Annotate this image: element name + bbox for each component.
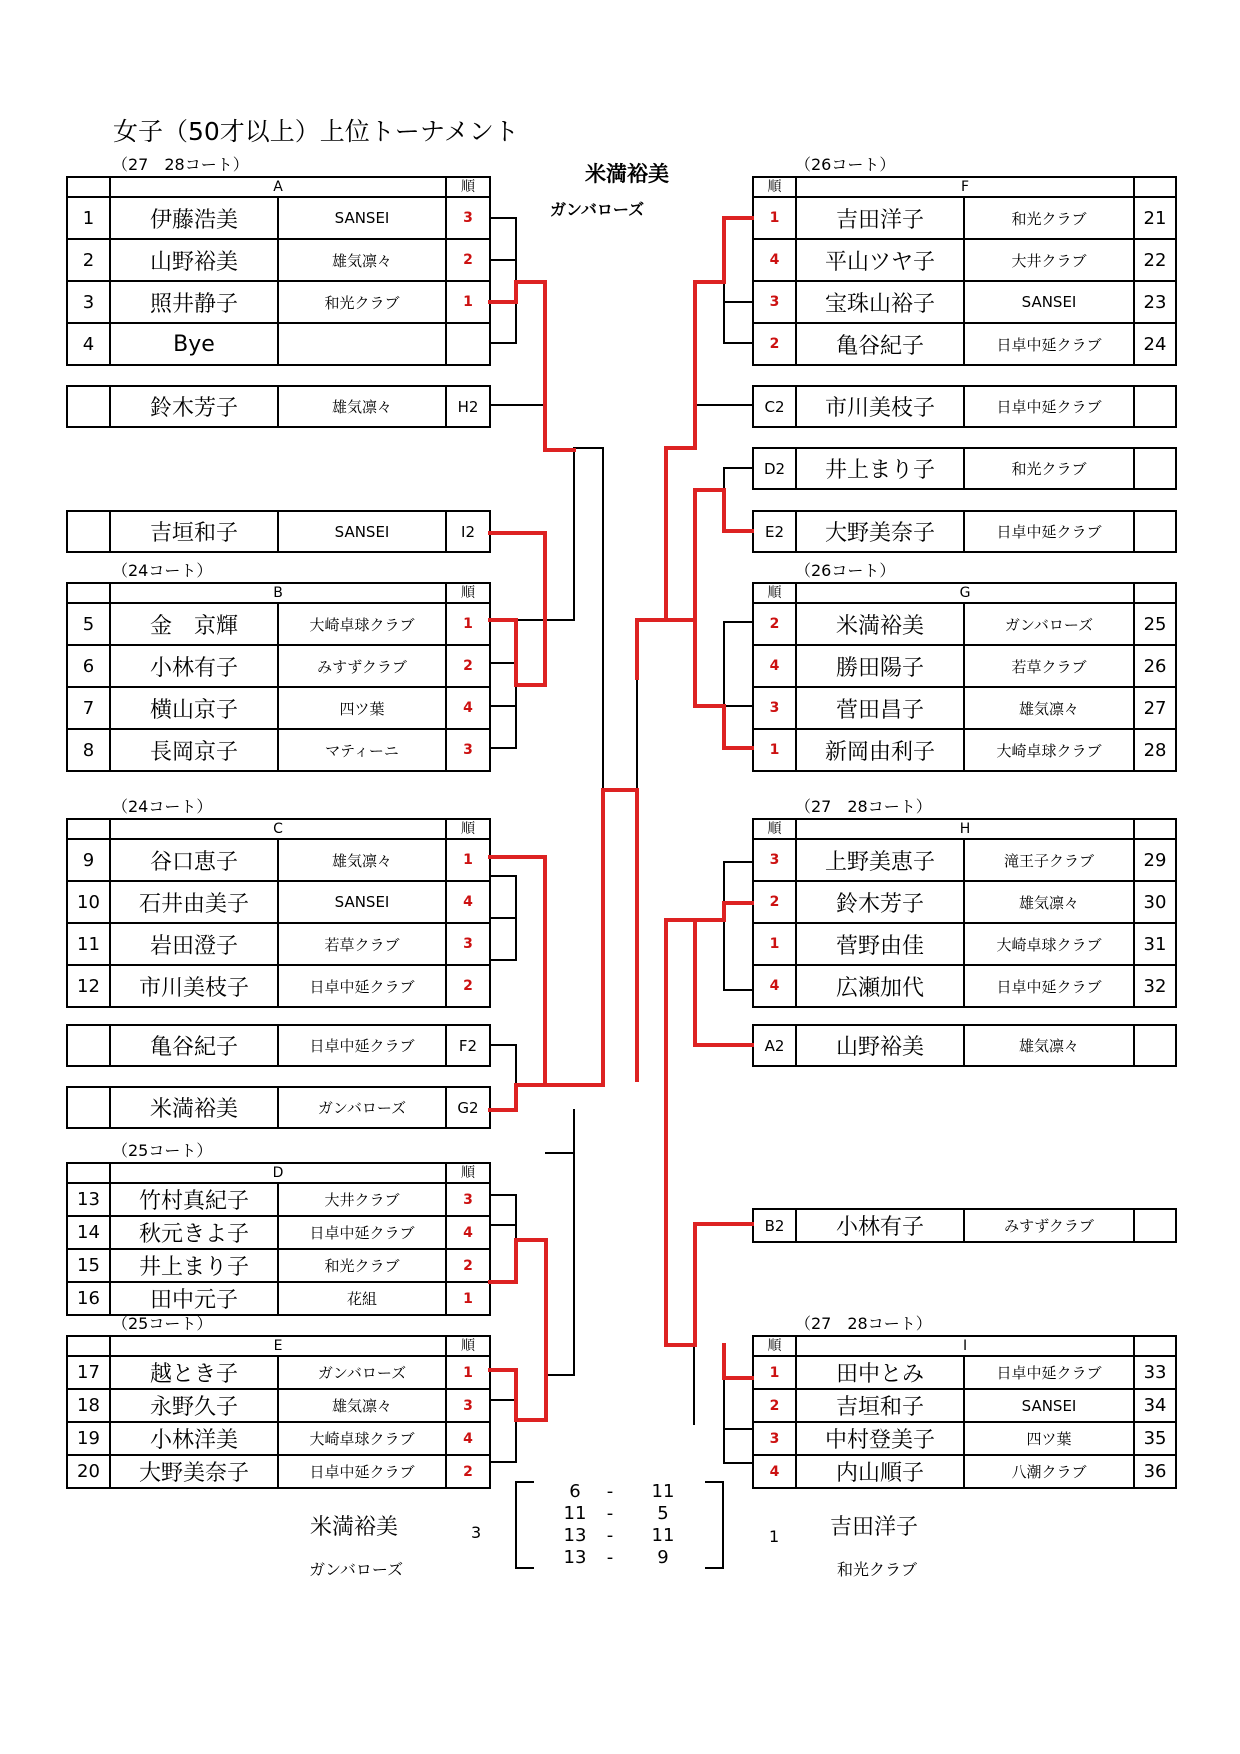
- group-label: H: [796, 819, 1134, 839]
- entry-number: 31: [1134, 923, 1176, 965]
- player-name: 伊藤浩美: [110, 197, 278, 239]
- player-name: 亀谷紀子: [796, 323, 964, 365]
- group-label: I: [796, 1336, 1134, 1356]
- final-game-2-dash: -: [606, 1503, 614, 1524]
- club-name: みすずクラブ: [278, 645, 446, 687]
- club-name: 四ツ葉: [278, 687, 446, 729]
- group-rank: 3: [753, 281, 796, 323]
- order-header: 順: [446, 1336, 490, 1356]
- club-name: みすずクラブ: [964, 1209, 1134, 1242]
- entry-number: 6: [67, 645, 110, 687]
- entry-number: 12: [67, 965, 110, 1007]
- club-name: マティーニ: [278, 729, 446, 771]
- club-name: 大崎卓球クラブ: [964, 729, 1134, 771]
- player-name: 広瀬加代: [796, 965, 964, 1007]
- club-name: 大崎卓球クラブ: [278, 603, 446, 645]
- group-rank: 1: [446, 1282, 490, 1315]
- group-rank: 2: [753, 323, 796, 365]
- group-rank: 3: [446, 729, 490, 771]
- final-game-1-left: 6: [569, 1481, 581, 1502]
- player-name: 勝田陽子: [796, 645, 964, 687]
- club-name: 日卓中延クラブ: [278, 1216, 446, 1249]
- player-name: 岩田澄子: [110, 923, 278, 965]
- group-rank: 4: [446, 881, 490, 923]
- final-game-2-left: 11: [563, 1503, 587, 1524]
- player-name: 中村登美子: [796, 1422, 964, 1455]
- player-name: 亀谷紀子: [110, 1025, 278, 1066]
- club-name: 日卓中延クラブ: [964, 386, 1134, 427]
- club-name: 日卓中延クラブ: [278, 1455, 446, 1488]
- group-rank: 1: [753, 197, 796, 239]
- player-name: 井上まり子: [110, 1249, 278, 1282]
- group-rank: 2: [446, 1455, 490, 1488]
- player-name: 米満裕美: [110, 1087, 278, 1128]
- club-name: SANSEI: [278, 511, 446, 552]
- group-rank: 4: [753, 645, 796, 687]
- player-name: 鈴木芳子: [110, 386, 278, 427]
- entry-number: 36: [1134, 1455, 1176, 1488]
- group-rank: 2: [446, 965, 490, 1007]
- player-name: 米満裕美: [796, 603, 964, 645]
- player-name: 吉垣和子: [110, 511, 278, 552]
- player-name: 鈴木芳子: [796, 881, 964, 923]
- club-name: 雄気凛々: [278, 386, 446, 427]
- club-name: 雄気凛々: [278, 239, 446, 281]
- order-header: 順: [753, 177, 796, 197]
- player-name: 小林有子: [110, 645, 278, 687]
- club-name: ガンバローズ: [964, 603, 1134, 645]
- qualifier-code: C2: [753, 386, 796, 427]
- entry-number: 19: [67, 1422, 110, 1455]
- player-name: 秋元きよ子: [110, 1216, 278, 1249]
- entry-number: 35: [1134, 1422, 1176, 1455]
- player-name: 新岡由利子: [796, 729, 964, 771]
- club-name: 花組: [278, 1282, 446, 1315]
- group-rank: 2: [753, 1389, 796, 1422]
- entry-number: 10: [67, 881, 110, 923]
- club-name: 日卓中延クラブ: [278, 1025, 446, 1066]
- entry-number: 23: [1134, 281, 1176, 323]
- qualifier-code: F2: [446, 1025, 490, 1066]
- player-name: 上野美恵子: [796, 839, 964, 881]
- club-name: 日卓中延クラブ: [964, 1356, 1134, 1389]
- order-header: 順: [446, 583, 490, 603]
- court-label-i: （27 28コート）: [795, 1314, 932, 1333]
- club-name: 大崎卓球クラブ: [964, 923, 1134, 965]
- court-label-b: （24コート）: [112, 561, 213, 580]
- club-name: 四ツ葉: [964, 1422, 1134, 1455]
- player-name: 山野裕美: [110, 239, 278, 281]
- entry-number: 32: [1134, 965, 1176, 1007]
- player-name: 谷口恵子: [110, 839, 278, 881]
- player-name: 竹村真紀子: [110, 1183, 278, 1216]
- player-name: 井上まり子: [796, 448, 964, 489]
- group-rank: 2: [446, 645, 490, 687]
- club-name: 日卓中延クラブ: [964, 965, 1134, 1007]
- entry-number: 28: [1134, 729, 1176, 771]
- group-rank: 1: [446, 1356, 490, 1389]
- order-header: 順: [446, 819, 490, 839]
- winner-club: ガンバローズ: [550, 200, 645, 219]
- court-label-d: （25コート）: [112, 1141, 213, 1160]
- player-name: 田中とみ: [796, 1356, 964, 1389]
- player-name: 菅野由佳: [796, 923, 964, 965]
- group-rank: 2: [753, 603, 796, 645]
- group-rank: 3: [753, 839, 796, 881]
- player-name: 吉田洋子: [796, 197, 964, 239]
- entry-number: 29: [1134, 839, 1176, 881]
- final-game-1-dash: -: [606, 1481, 614, 1502]
- qualifier-code: B2: [753, 1209, 796, 1242]
- order-header: 順: [446, 177, 490, 197]
- court-label-c: （24コート）: [112, 797, 213, 816]
- group-label: E: [110, 1336, 446, 1356]
- group-rank: 3: [446, 197, 490, 239]
- page-title: 女子（50才以上）上位トーナメント: [113, 117, 519, 146]
- group-label: D: [110, 1163, 446, 1183]
- club-name: 和光クラブ: [964, 448, 1134, 489]
- entry-number: 30: [1134, 881, 1176, 923]
- order-header: 順: [753, 1336, 796, 1356]
- player-name: 小林有子: [796, 1209, 964, 1242]
- group-rank: 1: [446, 603, 490, 645]
- player-name: 吉垣和子: [796, 1389, 964, 1422]
- entry-number: 33: [1134, 1356, 1176, 1389]
- group-rank: 3: [753, 1422, 796, 1455]
- group-rank: 1: [446, 839, 490, 881]
- final-left-club: ガンバローズ: [309, 1560, 404, 1579]
- club-name: SANSEI: [964, 1389, 1134, 1422]
- club-name: SANSEI: [278, 881, 446, 923]
- group-rank: 4: [753, 1455, 796, 1488]
- group-rank: 4: [446, 1216, 490, 1249]
- order-header: 順: [753, 819, 796, 839]
- entry-number: 14: [67, 1216, 110, 1249]
- entry-number: 4: [67, 323, 110, 365]
- club-name: SANSEI: [964, 281, 1134, 323]
- final-game-1-right: 11: [651, 1481, 675, 1502]
- group-rank: 3: [446, 923, 490, 965]
- club-name: 大井クラブ: [964, 239, 1134, 281]
- qualifier-code: E2: [753, 511, 796, 552]
- player-name: 越とき子: [110, 1356, 278, 1389]
- bracket-lines-black: [490, 218, 752, 1463]
- club-name: 雄気凛々: [964, 881, 1134, 923]
- final-left-name: 米満裕美: [310, 1515, 399, 1540]
- player-name: 小林洋美: [110, 1422, 278, 1455]
- entry-number: 9: [67, 839, 110, 881]
- club-name: 和光クラブ: [964, 197, 1134, 239]
- entry-number: 24: [1134, 323, 1176, 365]
- entry-number: 7: [67, 687, 110, 729]
- player-name: 山野裕美: [796, 1025, 964, 1066]
- final-right-sets: 1: [769, 1527, 780, 1546]
- entry-number: 5: [67, 603, 110, 645]
- group-rank: 3: [753, 687, 796, 729]
- club-name: 和光クラブ: [278, 1249, 446, 1282]
- club-name: 若草クラブ: [278, 923, 446, 965]
- entry-number: 8: [67, 729, 110, 771]
- player-name: 永野久子: [110, 1389, 278, 1422]
- entry-number: 3: [67, 281, 110, 323]
- order-header: 順: [446, 1163, 490, 1183]
- court-label-h: （27 28コート）: [795, 797, 932, 816]
- final-game-3-dash: -: [606, 1525, 614, 1546]
- group-rank: 4: [753, 965, 796, 1007]
- group-rank: 1: [753, 729, 796, 771]
- final-game-4-dash: -: [606, 1547, 614, 1568]
- club-name: 日卓中延クラブ: [278, 965, 446, 1007]
- player-name: 市川美枝子: [796, 386, 964, 427]
- club-name: 日卓中延クラブ: [964, 511, 1134, 552]
- club-name: 大井クラブ: [278, 1183, 446, 1216]
- final-left-sets: 3: [471, 1523, 482, 1542]
- entry-number: 34: [1134, 1389, 1176, 1422]
- group-label: F: [796, 177, 1134, 197]
- entry-number: 1: [67, 197, 110, 239]
- club-name: 大崎卓球クラブ: [278, 1422, 446, 1455]
- player-name: 内山順子: [796, 1455, 964, 1488]
- club-name: 日卓中延クラブ: [964, 323, 1134, 365]
- player-name: 横山京子: [110, 687, 278, 729]
- entry-number: 11: [67, 923, 110, 965]
- group-rank: 1: [446, 281, 490, 323]
- entry-number: 22: [1134, 239, 1176, 281]
- player-name: 田中元子: [110, 1282, 278, 1315]
- group-label: A: [110, 177, 446, 197]
- qualifier-code: D2: [753, 448, 796, 489]
- group-label: B: [110, 583, 446, 603]
- final-game-3-left: 13: [563, 1525, 587, 1546]
- player-name: 大野美奈子: [796, 511, 964, 552]
- entry-number: 17: [67, 1356, 110, 1389]
- player-name: 市川美枝子: [110, 965, 278, 1007]
- club-name: ガンバローズ: [278, 1356, 446, 1389]
- final-game-3-right: 11: [651, 1525, 675, 1546]
- order-header: 順: [753, 583, 796, 603]
- group-rank: 4: [446, 687, 490, 729]
- entry-number: 26: [1134, 645, 1176, 687]
- entry-number: 20: [67, 1455, 110, 1488]
- entry-number: 27: [1134, 687, 1176, 729]
- final-game-4-left: 13: [563, 1547, 587, 1568]
- entry-number: 16: [67, 1282, 110, 1315]
- club-name: 雄気凛々: [964, 1025, 1134, 1066]
- club-name: 雄気凛々: [278, 839, 446, 881]
- group-rank: 1: [753, 1356, 796, 1389]
- club-name: 和光クラブ: [278, 281, 446, 323]
- winner-name: 米満裕美: [585, 162, 669, 186]
- club-name: 雄気凛々: [278, 1389, 446, 1422]
- player-name: 金 京輝: [110, 603, 278, 645]
- club-name: 滝王子クラブ: [964, 839, 1134, 881]
- entry-number: 21: [1134, 197, 1176, 239]
- group-rank: 3: [446, 1183, 490, 1216]
- group-rank: 1: [753, 923, 796, 965]
- player-name: 照井静子: [110, 281, 278, 323]
- entry-number: 2: [67, 239, 110, 281]
- group-label: C: [110, 819, 446, 839]
- player-name: 大野美奈子: [110, 1455, 278, 1488]
- final-game-2-right: 5: [657, 1503, 669, 1524]
- player-name: 長岡京子: [110, 729, 278, 771]
- qualifier-code: I2: [446, 511, 490, 552]
- club-name: ガンバローズ: [278, 1087, 446, 1128]
- player-name: 菅田昌子: [796, 687, 964, 729]
- court-label-g: （26コート）: [795, 561, 896, 580]
- court-label-e: （25コート）: [112, 1314, 213, 1333]
- player-name: 平山ツヤ子: [796, 239, 964, 281]
- qualifier-code: H2: [446, 386, 490, 427]
- player-name: 石井由美子: [110, 881, 278, 923]
- entry-number: 15: [67, 1249, 110, 1282]
- entry-number: 13: [67, 1183, 110, 1216]
- entry-number: 18: [67, 1389, 110, 1422]
- player-name: Bye: [110, 323, 278, 365]
- group-rank: 3: [446, 1389, 490, 1422]
- player-name: 宝珠山裕子: [796, 281, 964, 323]
- final-right-club: 和光クラブ: [837, 1560, 918, 1579]
- group-rank: 2: [753, 881, 796, 923]
- court-label-a: （27 28コート）: [112, 155, 249, 174]
- qualifier-code: A2: [753, 1025, 796, 1066]
- final-game-4-right: 9: [657, 1547, 669, 1568]
- qualifier-code: G2: [446, 1087, 490, 1128]
- final-right-name: 吉田洋子: [830, 1515, 919, 1540]
- group-rank: 4: [446, 1422, 490, 1455]
- group-label: G: [796, 583, 1134, 603]
- court-label-f: （26コート）: [795, 155, 896, 174]
- group-rank: 2: [446, 239, 490, 281]
- bracket-lines-red: [490, 218, 752, 1420]
- group-rank: 2: [446, 1249, 490, 1282]
- club-name: SANSEI: [278, 197, 446, 239]
- club-name: 雄気凛々: [964, 687, 1134, 729]
- group-rank: 4: [753, 239, 796, 281]
- club-name: 若草クラブ: [964, 645, 1134, 687]
- club-name: 八潮クラブ: [964, 1455, 1134, 1488]
- entry-number: 25: [1134, 603, 1176, 645]
